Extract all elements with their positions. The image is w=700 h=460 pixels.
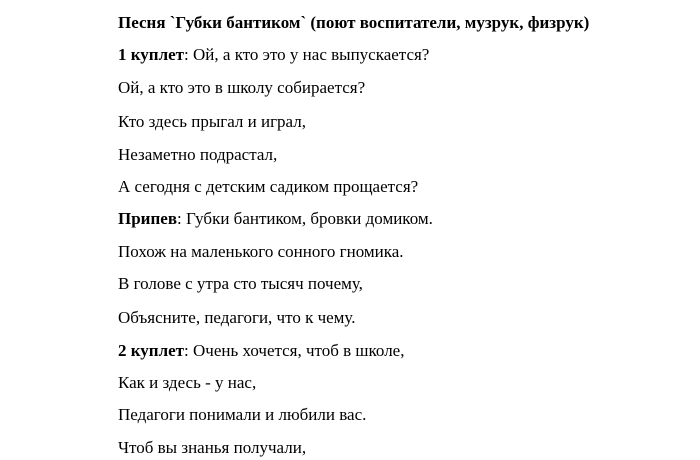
chorus-line-2: Похож на маленького сонного гномика. (118, 242, 404, 261)
verse-1-line-1-text: : Ой, а кто это у нас выпускается? (184, 45, 430, 64)
chorus-line-1 (118, 209, 433, 229)
verse-1-line-1 (118, 45, 429, 65)
song-title: Песня `Губки бантиком` (поют воспитатели, музрук, физрук) (118, 13, 590, 32)
verse-2-line-1-text: : Очень хочется, чтоб в школе, (184, 341, 405, 360)
chorus-line-3: В голове с утра сто тысяч почему, (118, 274, 363, 293)
verse-2-line-1 (118, 341, 404, 361)
verse-1-line-3: Кто здесь прыгал и играл, (118, 112, 306, 131)
chorus-line-4: Объясните, педагоги, что к чему. (118, 308, 356, 327)
verse-1-line-2: Ой, а кто это в школу собирается? (118, 78, 366, 97)
verse-2-label: 2 куплет (118, 341, 185, 360)
verse-1-line-5: А сегодня с детским садиком прощается? (118, 177, 419, 196)
chorus-line-1-text: : Губки бантиком, бровки домиком. (177, 209, 433, 228)
verse-1-line-4: Незаметно подрастал, (118, 145, 278, 164)
verse-2-line-4: Чтоб вы знанья получали, (118, 438, 307, 457)
verse-2-line-3: Педагоги понимали и любили вас. (118, 405, 367, 424)
verse-1-label: 1 куплет (118, 45, 185, 64)
verse-2-line-2: Как и здесь - у нас, (118, 373, 257, 392)
chorus-label: Припев (118, 209, 177, 228)
